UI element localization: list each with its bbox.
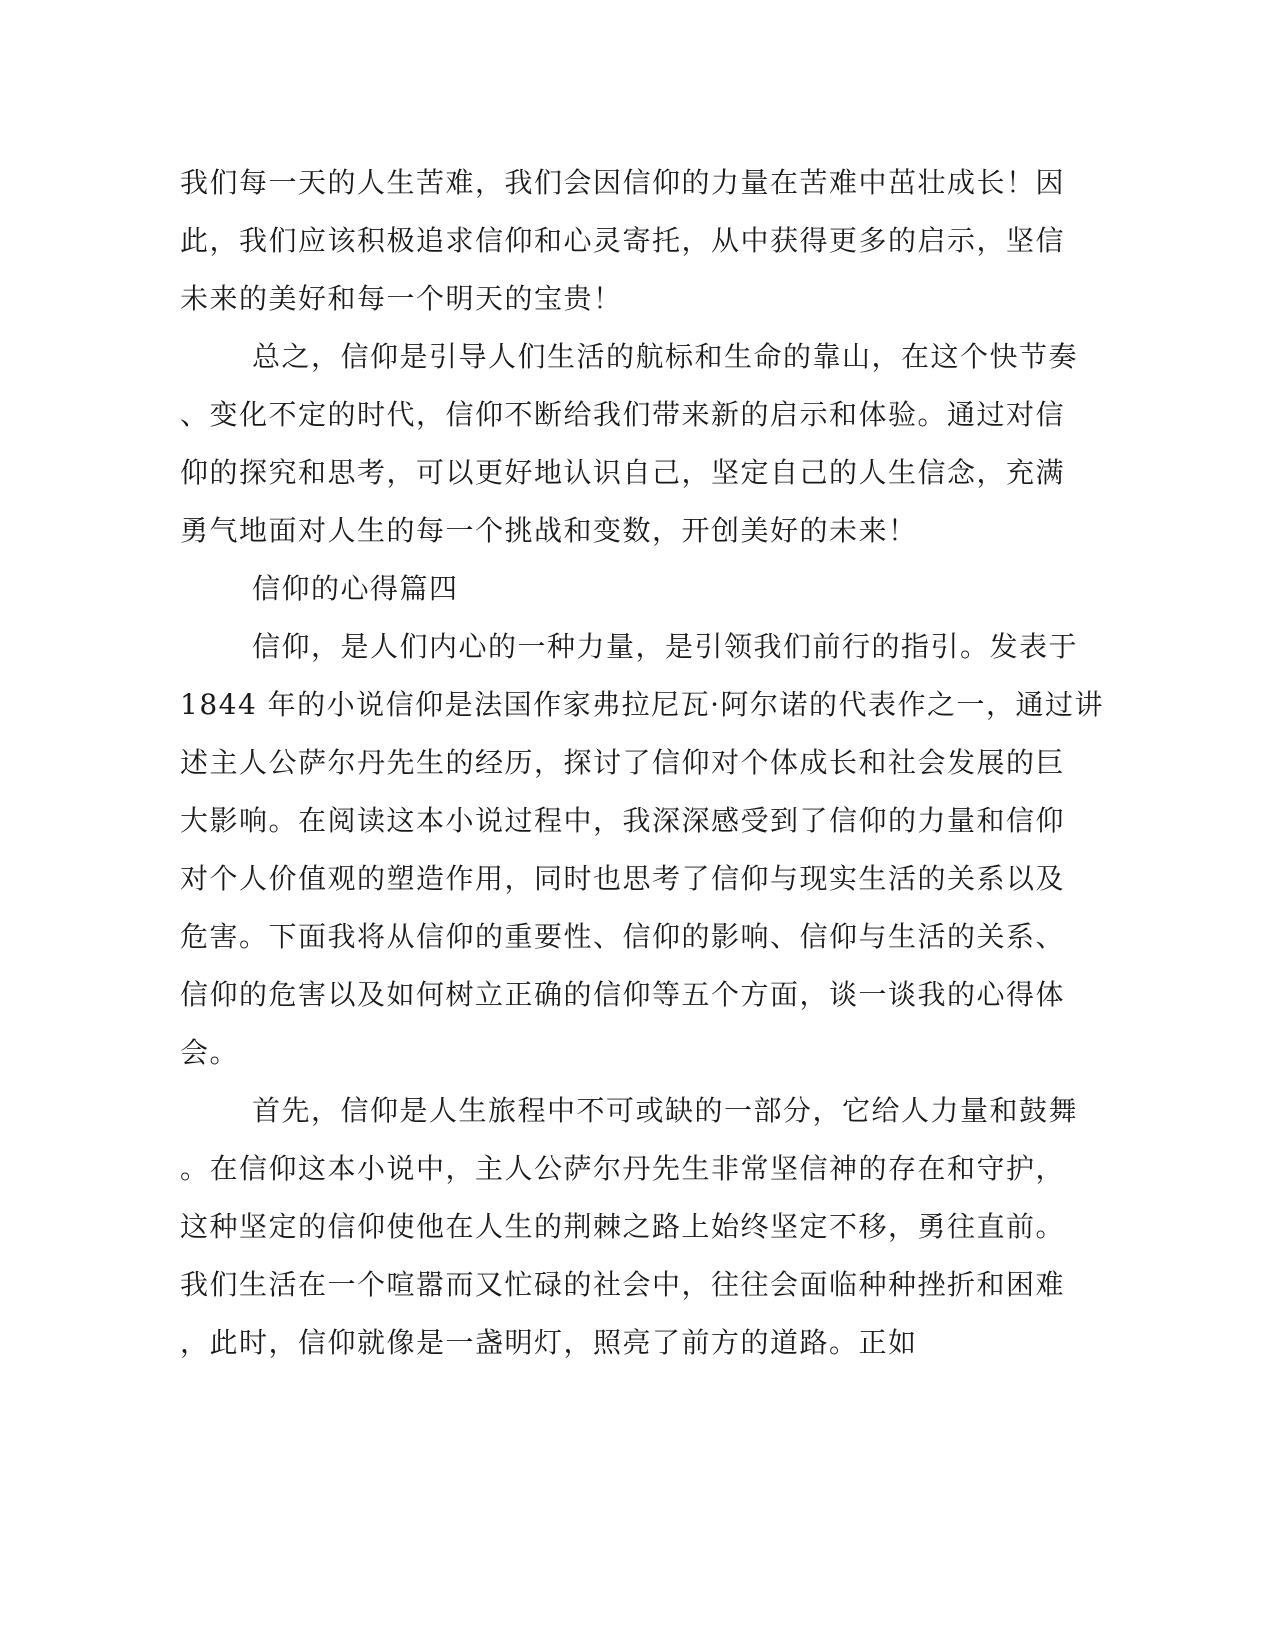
section-heading: 信仰的心得篇四 [252, 572, 459, 605]
text-line: 大影响。在阅读这本小说过程中，我深深感受到了信仰的力量和信仰 [180, 804, 1066, 837]
text-line: 、变化不定的时代，信仰不断给我们带来新的启示和体验。通过对信 [180, 398, 1066, 431]
text-line: 1844 年的小说信仰是法国作家弗拉尼瓦·阿尔诺的代表作之一，通过讲 [180, 688, 1105, 721]
text-line: 总之，信仰是引导人们生活的航标和生命的靠山，在这个快节奏 [252, 340, 1079, 373]
body-text [180, 154, 1105, 1372]
text-line: 对个人价值观的塑造作用，同时也思考了信仰与现实生活的关系以及 [180, 862, 1066, 895]
text-line: 信仰，是人们内心的一种力量，是引领我们前行的指引。发表于 [252, 630, 1079, 663]
text-line: 述主人公萨尔丹先生的经历，探讨了信仰对个体成长和社会发展的巨 [180, 746, 1066, 779]
text-line: 会。 [180, 1036, 240, 1069]
text-line: 。在信仰这本小说中，主人公萨尔丹先生非常坚信神的存在和守护， [180, 1152, 1066, 1185]
text-line: 这种坚定的信仰使他在人生的荆棘之路上始终坚定不移，勇往直前。 [180, 1210, 1066, 1243]
text-line: 信仰的危害以及如何树立正确的信仰等五个方面，谈一谈我的心得体 [180, 978, 1066, 1011]
text-line: 未来的美好和每一个明天的宝贵！ [180, 282, 623, 315]
text-line: 仰的探究和思考，可以更好地认识自己，坚定自己的人生信念，充满 [180, 456, 1066, 489]
text-line: 勇气地面对人生的每一个挑战和变数，开创美好的未来！ [180, 514, 918, 547]
text-line: 此，我们应该积极追求信仰和心灵寄托，从中获得更多的启示，坚信 [180, 224, 1066, 257]
text-line: 我们生活在一个喧嚣而又忙碌的社会中，往往会面临种种挫折和困难 [180, 1268, 1066, 1301]
text-line: ，此时，信仰就像是一盏明灯，照亮了前方的道路。正如 [180, 1326, 918, 1359]
text-line: 首先，信仰是人生旅程中不可或缺的一部分，它给人力量和鼓舞 [252, 1094, 1079, 1127]
text-line: 我们每一天的人生苦难，我们会因信仰的力量在苦难中茁壮成长！因 [180, 166, 1066, 199]
text-line: 危害。下面我将从信仰的重要性、信仰的影响、信仰与生活的关系、 [180, 920, 1066, 953]
